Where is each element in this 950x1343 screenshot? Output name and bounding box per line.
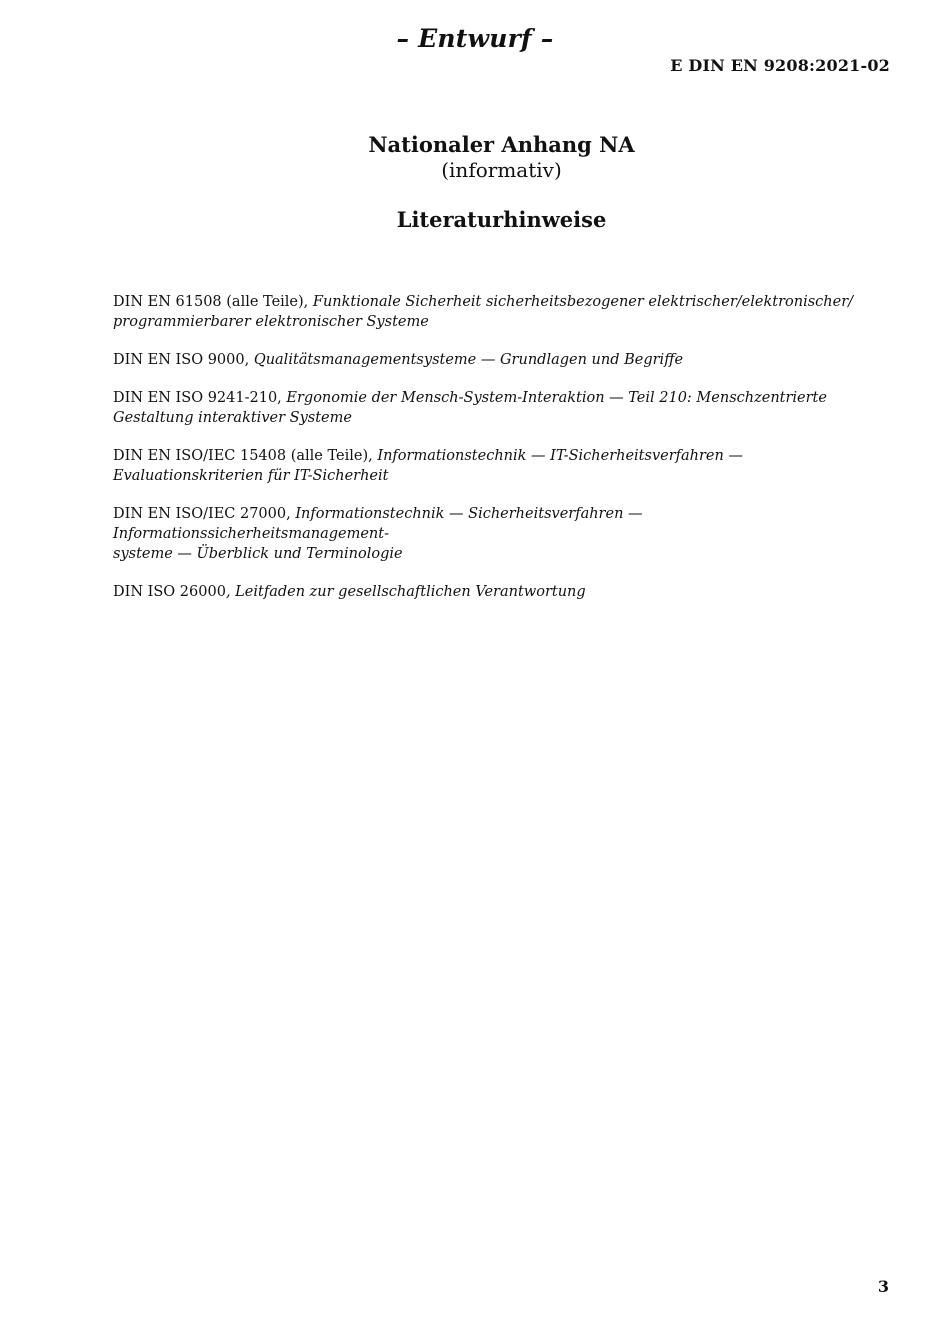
reference-item — [113, 388, 893, 428]
reference-item — [113, 504, 893, 564]
page-number: 3 — [877, 1277, 889, 1296]
reference-item — [113, 292, 893, 332]
reference-designation: DIN EN ISO/IEC 27000, — [113, 506, 296, 522]
reference-item — [113, 350, 893, 370]
reference-designation: DIN EN ISO/IEC 15408 (alle Teile), — [113, 448, 378, 464]
reference-title: Ergonomie der Mensch-System-Interaktion — Teil 210: Menschzentrierte Gestaltung interaktiver Systeme — [113, 390, 827, 426]
reference-title-continued: programmierbarer elektronischer Systeme — [113, 314, 429, 330]
section-title: Literaturhinweise — [396, 207, 607, 232]
annex-title: Nationaler Anhang NA — [368, 132, 635, 157]
reference-item — [113, 582, 893, 602]
reference-list — [113, 292, 893, 620]
reference-title: Qualitätsmanagementsysteme — Grundlagen und Begriffe — [253, 352, 684, 368]
reference-title-continued: systeme — Überblick und Terminologie — [113, 546, 403, 562]
reference-title: , Leitfaden zur gesellschaftlichen Verantwortung — [225, 584, 586, 600]
reference-item — [113, 446, 893, 486]
reference-title: Informationstechnik — IT-Sicherheitsverfahren — Evaluationskriterien für IT-Sicherheit — [113, 448, 743, 484]
reference-title: Funktionale Sicherheit sicherheitsbezogener elektrischer/elektronischer/ — [312, 294, 854, 310]
reference-title: Informationstechnik — Sicherheitsverfahren — Informationssicherheitsmanagement- — [113, 506, 643, 542]
reference-designation: DIN EN ISO 9000, — [113, 352, 254, 368]
reference-designation: DIN ISO 26000 — [113, 584, 226, 600]
annex-subtitle: (informativ) — [441, 158, 562, 182]
reference-designation: DIN EN ISO 9241-210, — [113, 390, 287, 406]
draft-mark: – Entwurf – — [396, 24, 554, 53]
document-id: E DIN EN 9208:2021-02 — [670, 56, 890, 75]
reference-designation: DIN EN 61508 (alle Teile), — [113, 294, 313, 310]
